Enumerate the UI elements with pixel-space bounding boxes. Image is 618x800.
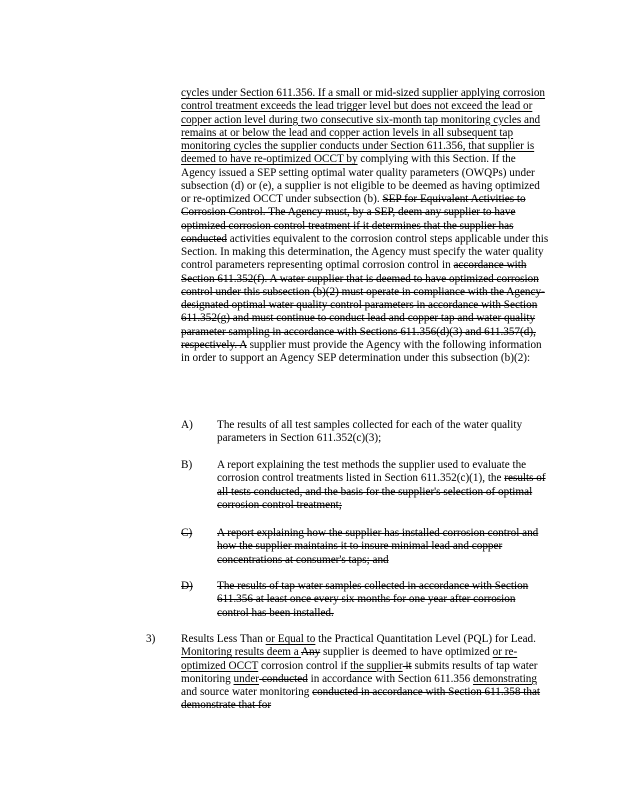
deleted-text: conducted in accordance with Section 611.358 that demonstrate that for [181, 686, 541, 712]
body-text: The results of all test samples collected for each of the water quality parameters in Section 611.352(c)(3); [217, 419, 523, 445]
inserted-text: cycles under Section 611.356. If a small or mid-sized supplier applying corrosion control treatment exceeds the lead trigger level but does not exceed the lead or copper action level during two consecutive six-month tap monitoring cycles and remains at or below the lead and copper action levels in all subsequent tap monitoring cycles the supplier conducts under Section 611.356, that supplier is deemed to have re-optimized OCCT by [181, 87, 546, 166]
deleted-text: conducted [259, 672, 308, 685]
body-text: complying with this Section. If the Agency issued a SEP setting optimal water quality parameters (OWQPs) under subsection (d) or (e), a supplier is not eligible to be deemed as having optimized or re-optimized OCCT under subsection (b). [181, 153, 540, 205]
inserted-text: Monitoring results deem a [181, 646, 301, 659]
body-text: corrosion control if [258, 659, 351, 672]
inserted-text: demonstrating [472, 672, 537, 685]
body-text: activities equivalent to the corrosion control steps applicable under this Section. In making this determination, the Agency must specify the water quality control parameters representing optimal corrosion control in [181, 232, 549, 272]
deleted-text: results of all tests conducted, and the basis for the supplier's selection of optimal corrosion control treatment; [217, 472, 546, 511]
list-item-text [217, 527, 549, 567]
list-item-text [217, 580, 549, 620]
deleted-text: SEP for Equivalent Activities to Corrosion Control. The Agency must, by a SEP, deem any supplier to have optimized corrosion control treatment if it determines that the supplier has conducted [181, 193, 526, 245]
body-text: submits results of tap water monitoring [181, 659, 538, 685]
deleted-text: it [402, 659, 412, 672]
inserted-text: under [233, 672, 260, 685]
list-item-text [217, 419, 549, 446]
paragraph-text [181, 87, 549, 365]
list-item-label: A) [181, 419, 193, 431]
deleted-text: Any [300, 646, 321, 659]
body-text: supplier is deemed to have optimized [320, 646, 493, 659]
deleted-text: The results of tap water samples collected in accordance with Section 611.356 at least once every six months for one year after corrosion control has been installed. [217, 580, 529, 619]
body-text: in accordance with Section 611.356 [307, 672, 473, 685]
inserted-text: the supplier [350, 659, 403, 672]
list-item-text [217, 459, 549, 512]
list-item-label: B) [181, 459, 193, 471]
body-text: the Practical Quantitation Level (PQL) for Lead. [315, 633, 536, 645]
inserted-text: or re-optimized OCCT [181, 646, 518, 672]
continued-paragraph [181, 87, 549, 365]
list-item-label: C) [181, 527, 193, 539]
inserted-text: or Equal to [265, 633, 316, 645]
section-number: 3) [146, 633, 156, 645]
deleted-text: accordance with Section 611.352(f). A water supplier that is deemed to have optimized corrosion control under this subsection (b)(2) must operate in compliance with the Agency-designated optimal water quality control parameters in accordance with Section 611.352(g) and must continue to conduct lead and copper tap and water quality parameter sampling in accordance with Sections 611.356(d)(3) and 611.357(d), respectively. A [181, 259, 545, 351]
section-3-text [181, 633, 548, 713]
body-text: and source water monitoring [181, 686, 313, 698]
deleted-text: A report explaining how the supplier has installed corrosion control and how the supplier maintains it to insure minimal lead and copper concentrations at consumer's taps; and [217, 527, 539, 566]
body-text: supplier must provide the Agency with the following information in order to support an Agency SEP determination under this subsection (b)(2): [181, 338, 542, 364]
list-item-label: D) [181, 580, 193, 592]
body-text: Results Less Than [181, 633, 266, 645]
body-text: A report explaining the test methods the supplier used to evaluate the corrosion control treatments listed in Section 611.352(c)(1), the [217, 459, 527, 485]
